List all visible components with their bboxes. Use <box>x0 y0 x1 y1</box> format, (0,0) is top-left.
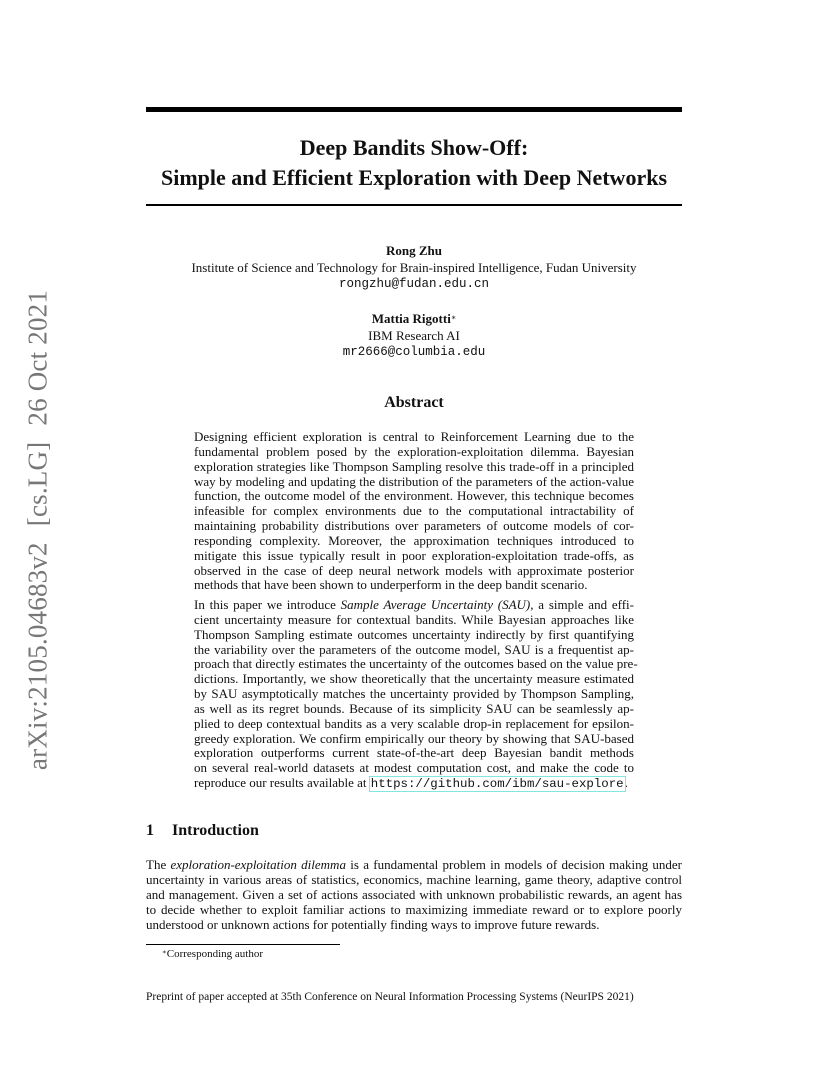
title-bottom-rule <box>146 204 682 206</box>
text-line: as well as its regret bounds. Because of its simplicity SAU can be seamlessly ap- <box>194 700 634 716</box>
text-line: uncertainty in various areas of statistics, economics, machine learning, game theory, adaptive control <box>146 871 682 887</box>
text-line: Designing efficient exploration is central to Reinforcement Learning due to the <box>194 429 634 444</box>
footnote-rule <box>146 944 340 945</box>
text-line: understood or unknown actions for potentially finding ways to improve future rewards. <box>146 916 600 932</box>
text-line: by SAU asymptotically matches the uncertainty provided by Thompson Sampling, <box>194 686 634 702</box>
text-line: on several real-world datasets at modest computation cost, and make the code to <box>194 760 634 776</box>
arxiv-category: [cs.LG] <box>22 441 53 527</box>
abstract-paragraph-2 <box>194 597 638 792</box>
title-top-rule <box>146 107 682 112</box>
paper-title <box>146 133 682 193</box>
sau-term: Sample Average Uncertainty (SAU) <box>340 597 531 612</box>
text-line: exploration outperforms current state-of-the-art deep Bayesian bandit methods <box>194 745 634 761</box>
author-email: rongzhu@fudan.edu.cn <box>338 277 490 291</box>
footnote-text: Corresponding author <box>166 948 263 960</box>
text-line: infeasible for complex environments due to the computational intractability of <box>194 503 634 519</box>
author-name: Rong Zhu <box>386 243 442 258</box>
text-line: way by modeling and updating the distribution of the parameters of the action-value <box>194 473 634 489</box>
title-line-2: Simple and Efficient Exploration with Deep Networks <box>161 165 667 190</box>
title-line-1: Deep Bandits Show-Off: <box>299 135 529 160</box>
abstract-line: In this paper we introduce Sample Average Uncertainty (SAU), a simple and effi- <box>194 597 634 612</box>
arxiv-side-stamp <box>23 290 54 770</box>
text-line: greedy exploration. We confirm empirically our theory by showing that SAU-based <box>194 730 634 746</box>
github-link[interactable]: https://github.com/ibm/sau-explore <box>370 777 624 792</box>
text-line: proach that directly estimates the uncertainty of the outcomes based on the value pre- <box>194 656 638 672</box>
text-line: methods that have been shown to underperform in the deep bandit scenario. <box>194 577 588 593</box>
text-line: fundamental problem posed by the exploration-exploitation dilemma. Bayesian <box>194 443 634 459</box>
text-line: dictions. Importantly, we show theoretically that the uncertainty measure estimated <box>194 671 634 687</box>
author-affiliation: IBM Research AI <box>368 328 460 343</box>
corresponding-author-mark: ∗ <box>450 313 457 322</box>
abstract-line: reproduce our results available at https://github.com/ibm/sau-explore. <box>194 775 628 792</box>
text-line: responding complexity. Moreover, the approximation techniques introduced to <box>194 532 634 548</box>
author-email: mr2666@columbia.edu <box>342 345 486 359</box>
arxiv-date: 26 Oct 2021 <box>22 289 53 426</box>
author-block-2 <box>146 310 682 361</box>
text-line: the variability over the parameters of the outcome model, SAU is a frequentist ap- <box>194 641 634 657</box>
section-heading-introduction <box>146 822 259 840</box>
author-affiliation: Institute of Science and Technology for Brain-inspired Intelligence, Fudan University <box>191 260 637 275</box>
arxiv-id: arXiv:2105.04683v2 <box>22 542 53 771</box>
text-line: maintaining probability distributions over parameters of outcome models of cor- <box>194 518 634 534</box>
introduction-paragraph <box>146 858 682 932</box>
text-line: exploration strategies like Thompson Sampling resolve this trade-off in a principled <box>194 458 634 474</box>
text-line: plied to deep contextual bandits as a very scalable drop-in replacement for epsilon- <box>194 715 634 731</box>
footnote <box>162 948 263 960</box>
text-line: function, the outcome model of the environment. However, this technique becomes <box>194 488 634 504</box>
text-line: mitigate this issue typically result in poor exploration-exploitation trade-offs, as <box>194 547 634 563</box>
abstract-heading: Abstract <box>384 394 444 411</box>
author-name: Mattia Rigotti <box>371 311 451 326</box>
author-name-line <box>146 310 682 327</box>
author-block-1 <box>146 242 682 293</box>
footnote-mark: ∗ <box>162 948 167 956</box>
section-number: 1 <box>146 822 154 839</box>
preprint-note: Preprint of paper accepted at 35th Conference on Neural Information Processing Systems (NeurIPS 2021) <box>146 991 634 1003</box>
text-line: and management. Given a set of actions associated with unknown probabilistic rewards, an agent has <box>146 886 682 902</box>
intro-line: The exploration-exploitation dilemma is a fundamental problem in models of decision making under <box>146 857 683 872</box>
section-title: Introduction <box>172 822 259 839</box>
abstract-paragraph-1 <box>194 430 634 593</box>
text-line: to decide whether to exploit familiar actions to maximizing immediate reward or to explore poorly <box>146 901 682 917</box>
text-line: Thompson Sampling estimate outcomes uncertainty indirectly by first quantifying <box>194 626 634 642</box>
dilemma-term: exploration-exploitation dilemma <box>170 857 346 872</box>
text-line: observed in the case of deep neural network models with approximate posterior <box>194 562 634 578</box>
text-line: cient uncertainty measure for contextual bandits. While Bayesian approaches like <box>194 611 634 627</box>
